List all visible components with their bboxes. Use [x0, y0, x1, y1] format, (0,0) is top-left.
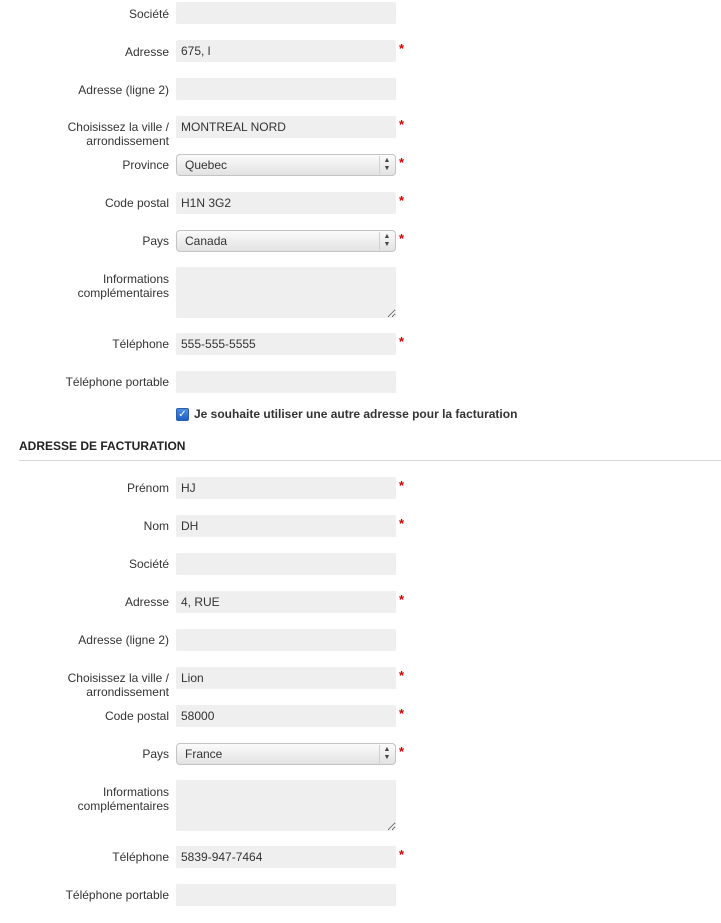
billing-pays-label: Pays	[142, 747, 169, 761]
billing-address-toggle-label[interactable]: Je souhaite utiliser une autre adresse pour la facturation	[194, 407, 518, 421]
billing-nom-label: Nom	[143, 519, 169, 533]
billing-adresse2-label: Adresse (ligne 2)	[78, 633, 169, 647]
billing-adresse-label: Adresse	[124, 595, 169, 609]
updown-arrows-icon: ▲ ▼	[379, 745, 394, 763]
billing-prenom-input[interactable]	[176, 477, 396, 499]
shipping-adresse2-label: Adresse (ligne 2)	[78, 83, 169, 97]
shipping-portable-label: Téléphone portable	[65, 375, 169, 389]
required-marker: *	[399, 117, 405, 132]
billing-adresse-input[interactable]	[176, 591, 396, 613]
required-marker: *	[399, 592, 405, 607]
shipping-info-label-line2: complémentaires	[77, 286, 169, 300]
shipping-code-postal-input[interactable]	[176, 192, 396, 214]
shipping-telephone-input[interactable]	[176, 333, 396, 355]
billing-info-label-line2: complémentaires	[77, 799, 169, 813]
shipping-adresse-label: Adresse	[124, 45, 169, 59]
required-marker: *	[399, 478, 405, 493]
billing-prenom-label: Prénom	[126, 481, 169, 495]
shipping-pays-label: Pays	[142, 234, 169, 248]
shipping-ville-label-line2: arrondissement	[86, 134, 169, 148]
billing-section-title: ADRESSE DE FACTURATION	[19, 439, 186, 453]
billing-ville-input[interactable]	[176, 667, 396, 689]
shipping-info-textarea[interactable]	[176, 267, 396, 318]
billing-portable-input[interactable]	[176, 884, 396, 906]
required-marker: *	[399, 847, 405, 862]
billing-societe-input[interactable]	[176, 553, 396, 575]
billing-ville-label-line2: arrondissement	[86, 685, 169, 699]
section-divider	[19, 460, 721, 461]
shipping-pays-select[interactable]	[176, 230, 396, 252]
shipping-societe-label: Société	[128, 7, 169, 21]
billing-info-label-line1: Informations	[102, 785, 169, 799]
billing-societe-label: Société	[128, 557, 169, 571]
billing-code-postal-label: Code postal	[104, 709, 169, 723]
updown-arrows-icon: ▲ ▼	[379, 232, 394, 250]
required-marker: *	[399, 334, 405, 349]
shipping-pays-value: Canada	[185, 234, 228, 248]
required-marker: *	[399, 155, 405, 170]
billing-telephone-label: Téléphone	[112, 850, 169, 864]
updown-arrows-icon: ▲ ▼	[379, 156, 394, 174]
billing-telephone-input[interactable]	[176, 846, 396, 868]
billing-ville-label	[9, 671, 169, 699]
shipping-province-select[interactable]	[176, 154, 396, 176]
required-marker: *	[399, 231, 405, 246]
billing-nom-input[interactable]	[176, 515, 396, 537]
billing-pays-value: France	[185, 747, 223, 761]
shipping-ville-label-line1: Choisissez la ville /	[67, 120, 169, 134]
shipping-adresse-input[interactable]	[176, 40, 396, 62]
required-marker: *	[399, 193, 405, 208]
shipping-province-value: Quebec	[185, 158, 228, 172]
billing-ville-label-line1: Choisissez la ville /	[67, 671, 169, 685]
checkmark-icon[interactable]: ✓	[176, 408, 189, 421]
required-marker: *	[399, 744, 405, 759]
shipping-portable-input[interactable]	[176, 371, 396, 393]
billing-portable-label: Téléphone portable	[65, 888, 169, 902]
shipping-ville-input[interactable]	[176, 116, 396, 138]
billing-info-textarea[interactable]	[176, 780, 396, 831]
billing-adresse2-input[interactable]	[176, 629, 396, 651]
shipping-adresse2-input[interactable]	[176, 78, 396, 100]
shipping-telephone-label: Téléphone	[112, 337, 169, 351]
billing-pays-select[interactable]	[176, 743, 396, 765]
billing-info-label	[9, 785, 169, 813]
shipping-info-label-line1: Informations	[102, 272, 169, 286]
shipping-societe-input[interactable]	[176, 2, 396, 24]
shipping-ville-label	[9, 120, 169, 148]
required-marker: *	[399, 41, 405, 56]
shipping-info-label	[9, 272, 169, 300]
shipping-code-postal-label: Code postal	[104, 196, 169, 210]
shipping-province-label: Province	[122, 158, 169, 172]
required-marker: *	[399, 668, 405, 683]
billing-code-postal-input[interactable]	[176, 705, 396, 727]
required-marker: *	[399, 516, 405, 531]
required-marker: *	[399, 706, 405, 721]
